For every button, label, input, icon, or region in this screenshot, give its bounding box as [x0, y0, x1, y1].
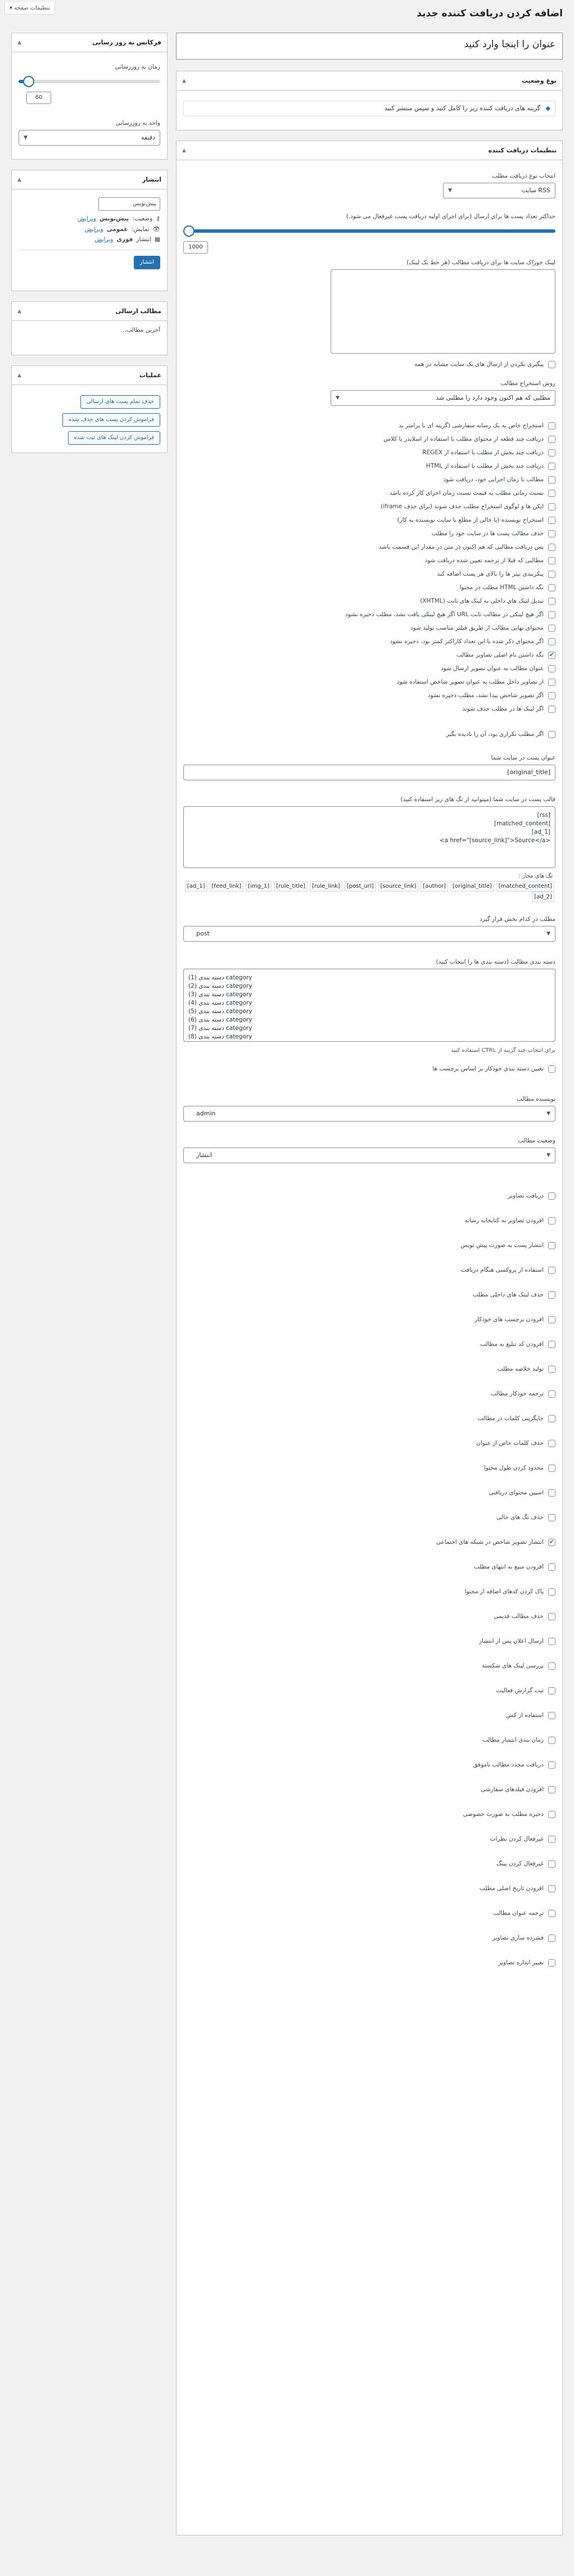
notice-icon: ◆	[545, 105, 550, 112]
slider-handle[interactable]	[183, 225, 195, 237]
option-row[interactable]	[183, 678, 555, 686]
template-tags	[183, 871, 555, 902]
feature-checkbox[interactable]	[548, 1291, 555, 1299]
actions-title: عملیات	[139, 372, 161, 379]
feature-row[interactable]	[183, 1661, 555, 1670]
schedule-row	[19, 236, 160, 243]
option-row[interactable]	[183, 422, 555, 430]
feature-row[interactable]	[183, 1439, 555, 1448]
option-row[interactable]	[183, 705, 555, 713]
option-label: دریافت چند بخش از مطلب با استفاده از REGEX	[422, 449, 544, 456]
chevron-down-icon: ▼	[336, 395, 340, 401]
sent-box-header[interactable]	[12, 302, 167, 321]
feature-checkbox[interactable]	[548, 1192, 555, 1200]
visibility-row	[19, 225, 160, 233]
frequency-title: فرکانس به روز رسانی	[92, 39, 161, 46]
feature-checkbox[interactable]	[548, 1390, 555, 1398]
feature-checkbox[interactable]	[548, 1836, 555, 1843]
option-row[interactable]	[183, 462, 555, 471]
collapse-icon[interactable]: ▲	[182, 78, 186, 84]
skip-checkbox[interactable]	[548, 731, 555, 738]
option-label: نگه داشتن HTML مطلب در محتوا	[459, 584, 544, 591]
template-tag[interactable]: [source_link]	[378, 881, 419, 892]
option-label: دریافت چند بخش از مطلب با استفاده از HTML	[426, 463, 544, 469]
feature-checkbox[interactable]	[548, 1662, 555, 1670]
auto-cat-label: تعیین دسته بندی خودکار بر اساس برچسب ها	[432, 1065, 544, 1072]
feature-checkbox[interactable]	[548, 1885, 555, 1892]
author-label: نویسنده مطالب	[516, 1096, 555, 1102]
status-label: وضعیت مطالب	[518, 1137, 555, 1144]
feature-checkbox[interactable]	[548, 1638, 555, 1645]
feature-row[interactable]	[183, 1834, 555, 1843]
option-label: از تصاویر داخل مطلب به عنوان تصویر شاخص استفاده شود	[396, 679, 544, 685]
calendar-icon: ▦	[155, 236, 160, 243]
feature-row[interactable]	[183, 1340, 555, 1349]
option-row[interactable]	[183, 489, 555, 498]
template-tag[interactable]: [feed_link]	[210, 881, 244, 892]
collapse-icon[interactable]: ▲	[17, 308, 21, 314]
status-select[interactable]	[183, 1147, 555, 1163]
option-label: نگه داشتن نام اصلی تصاویر مطالب	[456, 652, 544, 658]
interval-value[interactable]: 60	[26, 92, 51, 104]
feature-label: غیرفعال کردن پینگ	[496, 1860, 544, 1867]
after-process-value: مطلبی که هم اکنون وجود دارد را مطلبی شد	[436, 394, 550, 401]
feature-row[interactable]	[183, 1637, 555, 1646]
type-box	[176, 71, 563, 130]
feature-label: زمان بندی انتشار مطالب	[482, 1737, 544, 1743]
status-label: وضعیت:	[132, 215, 153, 222]
type-box-header[interactable]	[177, 71, 562, 91]
type-notice	[183, 101, 555, 116]
publish-box	[11, 170, 168, 291]
option-row[interactable]	[183, 692, 555, 700]
feature-row[interactable]	[183, 1711, 555, 1720]
option-row[interactable]	[183, 449, 555, 457]
feature-label: انتشار پست به صورت پیش نویس	[460, 1242, 544, 1249]
options-list	[183, 422, 555, 713]
page-title: اضافه کردن دریافت کننده جدید	[417, 8, 563, 19]
interval-label: زمان به روزرسانی	[115, 64, 160, 70]
feature-row[interactable]	[183, 1736, 555, 1745]
feature-label: استفاده از کش	[506, 1712, 544, 1719]
feature-checkbox[interactable]	[548, 1613, 555, 1620]
source-type-value: RSS سایت	[521, 187, 550, 194]
feature-row[interactable]	[183, 1364, 555, 1373]
feature-row[interactable]	[183, 1414, 555, 1423]
chevron-down-icon: ▼	[546, 1111, 550, 1117]
same-site-row[interactable]	[183, 360, 555, 369]
post-type-select[interactable]	[183, 926, 555, 942]
option-label: محتوای نهایی مطالب از طریق فیلتر مناسب تولید شود	[410, 625, 544, 631]
option-checkbox[interactable]	[548, 490, 555, 497]
author-select[interactable]	[183, 1106, 555, 1122]
feature-row[interactable]	[183, 1686, 555, 1695]
feature-checkbox[interactable]	[548, 1267, 555, 1274]
sidebar	[11, 33, 168, 463]
language-select[interactable]	[98, 197, 160, 211]
sent-box	[11, 301, 168, 355]
feature-checkbox[interactable]	[548, 1761, 555, 1769]
option-checkbox[interactable]	[548, 652, 555, 659]
feature-label: افزودن منبع به انتهای مطلب	[474, 1563, 544, 1570]
option-row[interactable]	[183, 476, 555, 484]
collapse-icon[interactable]: ▲	[17, 177, 21, 183]
option-row[interactable]	[183, 543, 555, 552]
chevron-down-icon: ▼	[546, 931, 550, 937]
max-posts-label: حداکثر تعداد پست ها برای ارسال (برای اجرای اولیه دریافت پست غیرفعال می شود.)	[346, 213, 555, 220]
option-row[interactable]	[183, 624, 555, 632]
feature-checkbox[interactable]	[548, 1959, 555, 1967]
same-site-checkbox[interactable]	[548, 361, 555, 368]
feature-label: تولید خلاصه مطلب	[497, 1366, 544, 1372]
settings-box-title: تنظیمات دریافت کننده	[488, 147, 557, 154]
feature-label: اسپین محتوای دریافتی	[489, 1489, 544, 1496]
feature-label: دریافت تصاویر	[508, 1192, 544, 1199]
unit-value: دقیقه	[141, 134, 155, 141]
feature-row[interactable]	[183, 1191, 555, 1200]
feature-row[interactable]	[183, 1488, 555, 1497]
slider-fill	[183, 229, 555, 233]
option-checkbox[interactable]	[548, 598, 555, 605]
option-checkbox[interactable]	[548, 476, 555, 483]
option-label: مطالب با زمان اجرایی خود، دریافت شود	[443, 476, 544, 483]
feature-row[interactable]	[183, 1785, 555, 1794]
category-option[interactable]: category دسته بندی (8)	[188, 1033, 252, 1040]
source-type-label: انتخاب نوع دریافت مطلب	[492, 173, 555, 179]
option-row[interactable]	[183, 597, 555, 605]
feature-checkbox[interactable]	[548, 1514, 555, 1521]
categories-hint: برای انتخاب چند گزینه از CTRL استفاده کنید	[451, 1047, 555, 1054]
category-option[interactable]: category دسته بندی (4)	[188, 1000, 252, 1006]
more-options-list	[183, 1191, 555, 1967]
option-label: اگر تصویر شاخص پیدا نشد، مطلب ذخیره نشود	[427, 692, 544, 699]
option-row[interactable]	[183, 665, 555, 673]
sent-body: آخرین مطالب...	[120, 327, 160, 333]
after-process-label: روش استخراج مطالب	[500, 380, 555, 387]
feature-label: حذف کلمات خاص از عنوان	[476, 1440, 544, 1447]
chevron-down-icon: ▼	[24, 135, 28, 141]
option-checkbox[interactable]	[548, 463, 555, 470]
category-option[interactable]: category دسته بندی (3)	[188, 991, 252, 998]
option-checkbox[interactable]	[548, 638, 555, 645]
template-tag[interactable]: [author]	[421, 881, 448, 892]
auto-cat-checkbox[interactable]	[548, 1065, 555, 1073]
chevron-down-icon: ▼	[448, 188, 452, 193]
post-title-label: عنوان پست در سایت شما	[491, 754, 555, 761]
post-type-label: مطلب در کدام بخش قرار گیرد	[480, 916, 555, 923]
option-checkbox[interactable]	[548, 557, 555, 564]
actions-box	[11, 365, 168, 453]
category-option[interactable]: category دسته بندی (1)	[188, 974, 252, 981]
option-row[interactable]	[183, 435, 555, 444]
option-checkbox[interactable]	[548, 625, 555, 632]
post-type-value: post	[196, 930, 210, 937]
feature-label: افزودن فیلدهای سفارشی	[481, 1786, 544, 1793]
feature-checkbox[interactable]	[548, 1737, 555, 1744]
same-site-label: پیگیری نکردن از ارسال های یک سایت مشابه در همه	[414, 361, 544, 368]
option-row[interactable]	[183, 611, 555, 619]
type-notice-text: گزینه های دریافت کننده زیر را کامل کنید و سپس منتشر کنید	[384, 105, 541, 112]
feature-checkbox[interactable]	[548, 1712, 555, 1719]
status-edit-link[interactable]: ویرایش	[77, 215, 96, 222]
option-checkbox[interactable]	[548, 530, 555, 537]
tags-prefix: تگ های مجاز :	[518, 873, 553, 879]
visibility-label: نمایش:	[131, 225, 150, 233]
feature-checkbox[interactable]	[548, 1316, 555, 1323]
publish-button[interactable]: انتشار	[134, 256, 160, 269]
option-label: استخراج نویسنده (یا خالی از مطلع یا سایت نویسنده به کار)	[397, 517, 544, 523]
feature-checkbox[interactable]	[548, 1860, 555, 1868]
slider-handle[interactable]	[23, 76, 34, 87]
feature-label: دریافت مجدد مطالب ناموفق	[473, 1761, 544, 1768]
feature-row[interactable]	[183, 1389, 555, 1398]
forget-links-button[interactable]: فراموش کردن لینک های ثبت شده	[68, 431, 160, 445]
option-checkbox[interactable]	[548, 436, 555, 443]
title-input[interactable]: عنوان را اینجا وارد کنید	[176, 33, 563, 60]
feature-row[interactable]	[183, 1810, 555, 1819]
option-label: اگر محتوای ذکر شده با این تعداد کاراکتر کمتر بود، ذخیره نشود	[390, 638, 544, 645]
category-option[interactable]: category دسته بندی (6)	[188, 1016, 252, 1023]
option-checkbox[interactable]	[548, 544, 555, 551]
frequency-box-header[interactable]	[12, 33, 167, 52]
feature-row[interactable]	[183, 1760, 555, 1769]
option-label: اگر هیچ لینکی در مطالب ثابت URL اگر هیچ لینکی یافت نشد، مطلب ذخیره نشود	[345, 611, 544, 618]
option-label: نسبت زمانی مطلب به قیمت نسبت زمان اجرای کار کرده باشد	[389, 490, 544, 496]
feature-row[interactable]	[183, 1933, 555, 1942]
option-checkbox[interactable]	[548, 571, 555, 578]
feature-row[interactable]	[183, 1216, 555, 1225]
option-row[interactable]	[183, 530, 555, 538]
settings-box	[176, 141, 563, 2536]
template-tag[interactable]: [original_title]	[450, 881, 494, 892]
author-value: admin	[196, 1110, 216, 1117]
option-row[interactable]	[183, 557, 555, 565]
feature-label: ترجمه عنوان مطالب	[492, 1910, 544, 1917]
feature-label: افزودن تصاویر به کتابخانه رسانه	[464, 1217, 544, 1224]
unit-select[interactable]	[19, 130, 160, 146]
option-checkbox[interactable]	[548, 503, 555, 510]
actions-box-header[interactable]	[12, 366, 167, 385]
tag-list	[183, 881, 555, 902]
feature-row[interactable]	[183, 1562, 555, 1571]
feature-label: ذخیره مطلب به صورت خصوصی	[463, 1811, 544, 1818]
template-tag[interactable]: [ad_2]	[532, 892, 554, 902]
feature-row[interactable]	[183, 1909, 555, 1918]
feature-row[interactable]	[183, 1290, 555, 1299]
feature-label: غیرفعال کردن نظرات	[490, 1836, 544, 1842]
option-row[interactable]	[183, 570, 555, 579]
feature-checkbox[interactable]	[548, 1910, 555, 1917]
max-posts-value[interactable]: 1000	[183, 241, 208, 254]
eye-icon: 👁	[152, 226, 160, 233]
option-checkbox[interactable]	[548, 422, 555, 430]
auto-cat-row[interactable]	[183, 1065, 555, 1073]
slider-track	[19, 80, 160, 83]
type-box-title: نوع وضعیت	[521, 77, 557, 84]
categories-list[interactable]	[183, 969, 555, 1042]
feature-checkbox[interactable]	[548, 1341, 555, 1348]
feature-checkbox[interactable]	[548, 1465, 555, 1472]
feature-label: حذف تگ های خالی	[496, 1514, 544, 1521]
template-tag[interactable]: [post_url]	[345, 881, 376, 892]
status-value: پیش‌نویس	[99, 215, 129, 222]
interval-slider[interactable]	[19, 74, 160, 101]
feature-label: استفاده از پروکسی هنگام دریافت	[460, 1267, 544, 1273]
feature-checkbox[interactable]	[548, 1366, 555, 1373]
option-row[interactable]	[183, 516, 555, 525]
feed-links-textarea[interactable]	[331, 269, 555, 354]
source-type-select[interactable]	[443, 183, 555, 198]
template-tag[interactable]: [rule_link]	[310, 881, 342, 892]
feature-checkbox[interactable]	[548, 1786, 555, 1793]
chevron-down-icon: ▼	[546, 1153, 550, 1158]
option-label: دریافت چند قطعه از محتوای مطلب با استفاده از اسلایدر یا کلاس	[383, 436, 544, 442]
feature-label: ثبت گزارش فعالیت	[496, 1687, 544, 1694]
key-icon: ⚷	[156, 215, 160, 222]
after-process-select[interactable]	[331, 390, 555, 406]
visibility-edit-link[interactable]: ویرایش	[84, 225, 103, 233]
option-label: پس دریافت مطالبی که هم اکنون در متن در مقدار این قسمت باشد	[378, 544, 544, 550]
option-checkbox[interactable]	[548, 665, 555, 672]
feature-label: افزودن کد تبلیغ به مطالب	[480, 1341, 544, 1348]
max-posts-slider[interactable]	[183, 223, 555, 250]
unit-label: واحد به روزرسانی	[115, 120, 160, 126]
option-label: عنوان مطالب به عنوان تصویر ارسال شود	[440, 665, 544, 672]
feature-label: ارسال اعلان پس از انتشار	[478, 1638, 544, 1644]
post-title-input[interactable]	[183, 765, 555, 780]
main-column	[176, 71, 563, 2546]
publish-box-header[interactable]	[12, 170, 167, 189]
template-tag[interactable]: [matched_content]	[496, 881, 554, 892]
feature-row[interactable]	[183, 1859, 555, 1868]
feature-checkbox[interactable]	[548, 1242, 555, 1249]
language-value: پیش‌نویس	[132, 201, 156, 207]
option-row[interactable]	[183, 638, 555, 646]
option-checkbox[interactable]	[548, 679, 555, 686]
template-tag[interactable]: [ad_1]	[185, 881, 207, 892]
option-checkbox[interactable]	[548, 706, 555, 713]
feature-label: ترجمه خودکار مطالب	[490, 1390, 544, 1397]
template-label: قالب پست در سایت شما (میتوانید از تگ های زیر استفاده کنید)	[400, 796, 555, 803]
screen-options-button[interactable]: تنظیمات صفحه ▾	[4, 2, 55, 15]
schedule-edit-link[interactable]: ویرایش	[94, 236, 114, 243]
feature-checkbox[interactable]	[548, 1415, 555, 1422]
feature-row[interactable]	[183, 1315, 555, 1324]
option-checkbox[interactable]	[548, 517, 555, 524]
status-value: انتشار	[196, 1151, 212, 1159]
option-label: ایکن ها و لوگوی استخراج مطلب حذف شوند (برای حذف iframe)	[381, 503, 544, 510]
feature-row[interactable]	[183, 1266, 555, 1275]
top-bar	[0, 0, 574, 18]
feature-row[interactable]	[183, 1958, 555, 1967]
schedule-value: فوری	[116, 236, 133, 243]
feature-label: حذف لینک های داخلی مطلب	[472, 1291, 544, 1298]
categories-label: دسته بندی مطالب (دسته بندی ها را انتخاب کنید)	[436, 959, 555, 965]
option-label: پیکربندی نیتر ها را بالای هر پست اضافه کند	[437, 571, 544, 577]
option-label: اگر لینک ها در مطلب حذف شوند	[462, 706, 544, 712]
collapse-icon[interactable]: ▲	[17, 39, 21, 46]
option-checkbox[interactable]	[548, 692, 555, 699]
feature-checkbox[interactable]	[548, 1588, 555, 1596]
feature-label: تغییر اندازه تصاویر	[498, 1959, 544, 1966]
skip-label: اگر مطلب تکراری بود، آن را نادیده بگیر	[446, 731, 544, 738]
category-option[interactable]: category دسته بندی (2)	[188, 983, 252, 989]
skip-row[interactable]	[183, 730, 555, 739]
frequency-box	[11, 33, 168, 160]
feature-checkbox[interactable]	[548, 1440, 555, 1447]
option-checkbox[interactable]	[548, 449, 555, 457]
feature-checkbox[interactable]	[548, 1687, 555, 1694]
schedule-label: انتشار	[136, 236, 152, 243]
feature-row[interactable]	[183, 1884, 555, 1893]
category-option[interactable]: category دسته بندی (5)	[188, 1008, 252, 1015]
feature-row[interactable]	[183, 1513, 555, 1522]
feature-checkbox[interactable]	[548, 1563, 555, 1571]
feed-links-label: لینک خوراک سایت ها برای دریافت مطالب (هر خط یک لینک)	[406, 259, 555, 266]
visibility-value: عمومی	[106, 225, 128, 233]
option-label: حذف مطالب پست ها در سایت خود را مطلب	[431, 530, 544, 537]
feature-row[interactable]	[183, 1612, 555, 1621]
feature-row[interactable]	[183, 1587, 555, 1596]
feature-label: پاک کردن کدهای اضافه از محتوا	[464, 1588, 544, 1595]
option-row[interactable]	[183, 651, 555, 659]
feature-checkbox[interactable]	[548, 1539, 555, 1546]
forget-deleted-button[interactable]: فراموش کردن پست های حذف شده	[62, 413, 160, 427]
feature-checkbox[interactable]	[548, 1489, 555, 1497]
delete-all-posts-button[interactable]: حذف تمام پست های ارسالی	[80, 395, 160, 409]
feature-label: افزودن برچسب های خودکار	[474, 1316, 544, 1323]
feature-row[interactable]	[183, 1241, 555, 1250]
option-label: مطالبی که قبلا از ترجمه تعیین شده دریافت شود	[424, 557, 544, 564]
template-tag[interactable]: [rule_title]	[274, 881, 308, 892]
option-label: استخراج خاص به یک رسانه سفارشی (گزینه ای با پرامتر ید	[399, 422, 544, 429]
status-row	[19, 215, 160, 222]
option-checkbox[interactable]	[548, 611, 555, 618]
option-row[interactable]	[183, 584, 555, 592]
feature-label: جایگزینی کلمات در مطالب	[477, 1415, 544, 1422]
feature-row[interactable]	[183, 1538, 555, 1547]
collapse-icon[interactable]: ▲	[182, 147, 186, 153]
template-textarea[interactable]: [rss] [matched_content] [ad_1] <a href="[source_link]">Source</a>	[183, 806, 555, 868]
feature-label: انتشار تصویر شاخص در شبکه های اجتماعی	[436, 1539, 544, 1545]
sent-title: مطالب ارسالی	[115, 308, 161, 315]
option-checkbox[interactable]	[548, 584, 555, 591]
feature-checkbox[interactable]	[548, 1217, 555, 1224]
collapse-icon[interactable]: ▲	[17, 372, 21, 378]
feature-label: بررسی لینک های شکسته	[482, 1662, 544, 1669]
category-option[interactable]: category دسته بندی (7)	[188, 1025, 252, 1032]
feature-label: افزودن تاریخ اصلی مطلب	[479, 1885, 544, 1892]
feature-checkbox[interactable]	[548, 1811, 555, 1818]
template-tag[interactable]: [img_1]	[246, 881, 272, 892]
feature-checkbox[interactable]	[548, 1935, 555, 1942]
feature-label: فشرده سازی تصاویر	[492, 1935, 544, 1941]
publish-title: انتشار	[142, 176, 161, 183]
feature-label: حذف مطالب قدیمی	[494, 1613, 544, 1620]
post-title-value: [original_title]	[507, 769, 550, 776]
feature-label: محدود کردن طول محتوا	[483, 1465, 544, 1471]
feature-row[interactable]	[183, 1463, 555, 1472]
option-row[interactable]	[183, 503, 555, 511]
settings-box-header[interactable]	[177, 141, 562, 160]
option-label: تبدیل لینک های داخلی به لینک های ثابت (XHTML)	[420, 598, 544, 604]
